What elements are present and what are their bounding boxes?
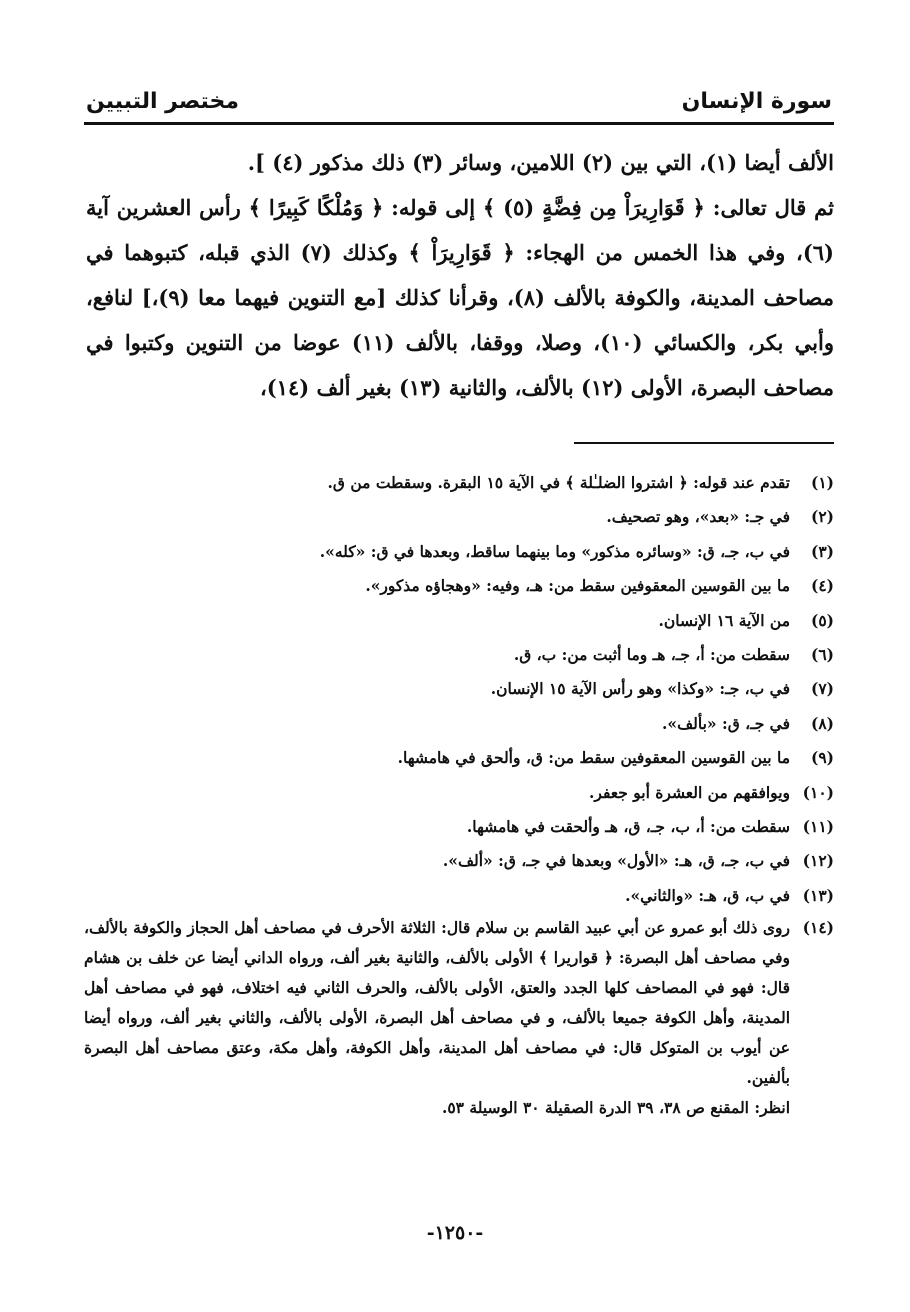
footnote-number: (٥) (810, 610, 834, 630)
footnote-number: (١٤) (802, 918, 834, 938)
footnote-1 (84, 466, 834, 500)
book-title: مختصر التبيين (86, 89, 240, 114)
main-paragraph-2: ثم قال تعالى: ﴿ قَوَارِيرَاْ مِن فِضَّةٍ (٥) ﴾ إلى قوله: ﴿ وَمُلْكًا كَبِيرًا ﴾ رأس العشرين آية (٦)، وفي هذا الخمس من الهجاء: ﴿ قَوَارِيرَاْ ﴾ وكذلك (٧) الذي قبله، كتبوهما في مصاحف المدينة، والكوفة بالألف (٨)، وقرأنا كذلك [مع التنوين فيهما معا (٩)،] لنافع، وأبي بكر، والكسائي (١٠)، وصلا، ووقفا، بالألف (١١) عوضا من التنوين وكتبوا في مصاحف البصرة، الأولى (١٢) بالألف، والثانية (١٣) بغير ألف (١٤)، (86, 195, 834, 400)
footnote-text (84, 913, 790, 1123)
footnote-text: في جـ، ق: «بألف». (662, 713, 790, 733)
header-rule (84, 122, 834, 125)
footnote-12 (84, 844, 834, 878)
footnote-number: (٨) (810, 713, 834, 733)
running-header (86, 70, 832, 114)
footnote-number: (٢) (810, 507, 834, 527)
footnote-separator (574, 442, 834, 444)
footnote-number: (١٢) (802, 851, 834, 871)
footnote-13 (84, 879, 834, 913)
footnote-14-reference: انظر: المقنع ص ٣٨، ٣٩ الدرة الصقيلة ٣٠ الوسيلة ٥٣. (441, 1098, 790, 1118)
footnote-text: ما بين القوسين المعقوفين سقط من: ق، وألحق في هامشها. (397, 748, 790, 768)
footnote-number: (١١) (802, 817, 834, 837)
footnote-number: (١٣) (802, 885, 834, 905)
footnote-text: تقدم عند قوله: ﴿ اشتروا الضلـٰلة ﴾ في الآية ١٥ البقرة. وسقطت من ق. (327, 473, 790, 492)
footnote-4 (84, 569, 834, 603)
footnote-14 (84, 913, 834, 1123)
footnote-5 (84, 604, 834, 638)
footnote-6 (84, 638, 834, 672)
footnotes (84, 466, 834, 1123)
footnote-text: ما بين القوسين المعقوفين سقط من: هـ، وفيه: «وهجاؤه مذكور». (365, 576, 790, 596)
footnote-number: (٦) (810, 645, 834, 665)
footnote-7 (84, 672, 834, 706)
footnote-text: من الآية ١٦ الإنسان. (658, 610, 790, 630)
footnote-3 (84, 535, 834, 569)
page-number: -١٢٥٠- (426, 1222, 484, 1244)
footnote-number: (١٠) (802, 782, 834, 802)
footnote-number: (٤) (810, 576, 834, 596)
footnote-text: في ب، جـ، ق، هـ: «الأول» وبعدها في جـ، ق: «ألف». (442, 851, 790, 871)
main-text (86, 140, 834, 410)
footnote-text: في ب، ق، هـ: «والثاني». (625, 885, 790, 905)
footnote-text: في ب، جـ، ق: «وسائره مذكور» وما بينهما ساقط، وبعدها في ق: «كله». (319, 541, 790, 561)
footnote-number: (٧) (810, 679, 834, 699)
footnote-10 (84, 776, 834, 810)
footnote-8 (84, 707, 834, 741)
main-paragraph-1: الألف أيضا (١)، التي بين (٢) اللامين، وسائر (٣) ذلك مذكور (٤) ]. (247, 150, 834, 175)
footnote-text: في جـ: «بعد»، وهو تصحيف. (606, 507, 790, 527)
footnote-14-body: روى ذلك أبو عمرو عن أبي عبيد القاسم بن سلام قال: الثلاثة الأحرف في مصاحف أهل الحجاز والكوفة بالألف، وفي مصاحف أهل البصرة: ﴿ قواريرا ﴾ الأولى بالألف، والثانية بغير ألف، ورواه الداني أيضا عن خلف بن هشام قال: فهو في المصاحف كلها الجدد والعتق، الأولى بالألف، والحرف الثاني فيه اختلاف، فهو في مصاحف أهل المدينة، وأهل الكوفة جميعا بالألف، و في مصاحف أهل البصرة، الأولى بالألف، والثاني بغير ألف، ورواه أيضا عن أيوب بن المتوكل قال: في مصاحف أهل المدينة، وأهل الكوفة، وأهل مكة، وعتق مصاحف أهل البصرة بألفين. (84, 918, 790, 1088)
footnote-text: ويوافقهم من العشرة أبو جعفر. (589, 782, 790, 802)
footnote-number: (١) (810, 473, 834, 492)
footnote-text: سقطت من: أ، ب، جـ، ق، هـ وألحقت في هامشها. (466, 817, 790, 837)
surah-title: سورة الإنسان (681, 89, 832, 114)
footnote-2 (84, 500, 834, 534)
footnote-text: في ب، جـ: «وكذا» وهو رأس الآية ١٥ الإنسان. (490, 679, 790, 699)
footnote-11 (84, 810, 834, 844)
footnote-number: (٣) (810, 541, 834, 561)
footnote-9 (84, 741, 834, 775)
footnote-text: سقطت من: أ، جـ، هـ وما أثبت من: ب، ق. (513, 645, 790, 665)
footnote-number: (٩) (810, 748, 834, 768)
